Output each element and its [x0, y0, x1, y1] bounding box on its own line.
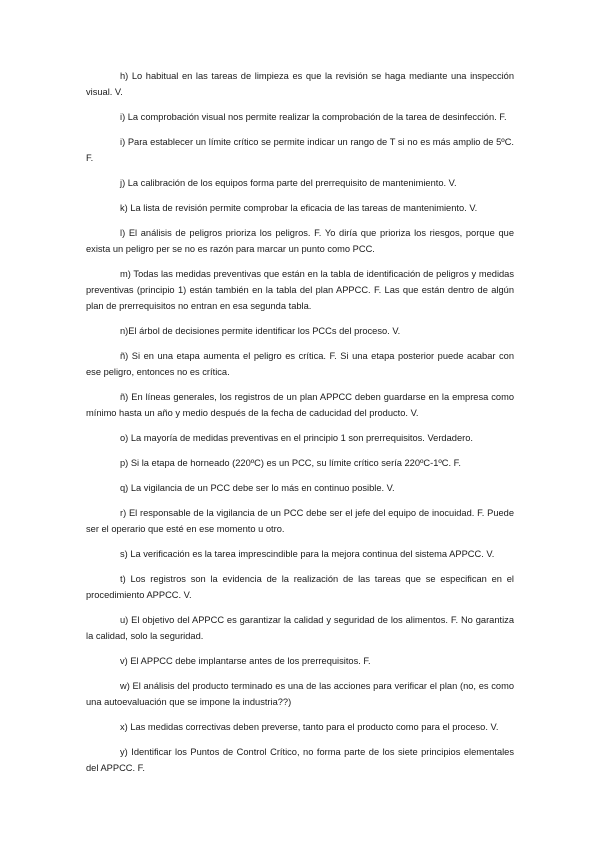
question-h: h) Lo habitual en las tareas de limpieza es que la revisión se haga mediante una inspección visual. V. [86, 71, 514, 97]
question-list [86, 68, 514, 785]
question-s: s) La verificación es la tarea imprescindible para la mejora continua del sistema APPCC. V. [120, 549, 495, 559]
question-enie-etapa: ñ) Si en una etapa aumenta el peligro es crítica. F. Si una etapa posterior puede acabar con ese peligro, entonces no es crítica. [86, 351, 514, 377]
question-v: v) El APPCC debe implantarse antes de los prerrequisitos. F. [120, 656, 371, 666]
question-p: p) Si la etapa de horneado (220ºC) es un PCC, su límite crítico sería 220ºC-1ºC. F. [120, 458, 461, 468]
question-k: k) La lista de revisión permite comprobar la eficacia de las tareas de mantenimiento. V. [120, 203, 478, 213]
question-x: x) Las medidas correctivas deben preverse, tanto para el producto como para el proceso. V. [120, 722, 499, 732]
question-m: m) Todas las medidas preventivas que están en la tabla de identificación de peligros y medidas preventivas (principio 1) están también en la tabla del plan APPCC. F. Las que están dentro de algún plan de prerrequisitos no entran en esa segunda tabla. [86, 269, 514, 311]
question-j: j) La calibración de los equipos forma parte del prerrequisito de mantenimiento. V. [120, 178, 457, 188]
question-y: y) Identificar los Puntos de Control Crítico, no forma parte de los siete principios elementales del APPCC. F. [86, 747, 514, 773]
question-t: t) Los registros son la evidencia de la realización de las tareas que se especifican en el procedimiento APPCC. V. [86, 574, 514, 600]
question-enie-registros: ñ) En líneas generales, los registros de un plan APPCC deben guardarse en la empresa como mínimo hasta un año y medio después de la fecha de caducidad del producto. V. [86, 392, 514, 418]
question-i-limit: i) Para establecer un límite crítico se permite indicar un rango de T si no es más amplio de 5ºC. F. [86, 137, 514, 163]
question-q: q) La vigilancia de un PCC debe ser lo más en continuo posible. V. [120, 483, 395, 493]
question-o: o) La mayoría de medidas preventivas en el principio 1 son prerrequisitos. Verdadero. [120, 433, 473, 443]
question-i-visual: i) La comprobación visual nos permite realizar la comprobación de la tarea de desinfección. F. [120, 112, 507, 122]
question-u: u) El objetivo del APPCC es garantizar la calidad y seguridad de los alimentos. F. No garantiza la calidad, solo la seguridad. [86, 615, 514, 641]
question-r: r) El responsable de la vigilancia de un PCC debe ser el jefe del equipo de inocuidad. F. Puede ser el operario que esté en ese momento u otro. [86, 508, 514, 534]
question-n: n)El árbol de decisiones permite identificar los PCCs del proceso. V. [120, 326, 401, 336]
question-w: w) El análisis del producto terminado es una de las acciones para verificar el plan (no, es como una autoevaluación que se impone la industria??) [86, 681, 514, 707]
question-l: l) El análisis de peligros prioriza los peligros. F. Yo diría que prioriza los riesgos, porque que exista un peligro per se no es razón para marcar un punto como PCC. [86, 228, 514, 254]
